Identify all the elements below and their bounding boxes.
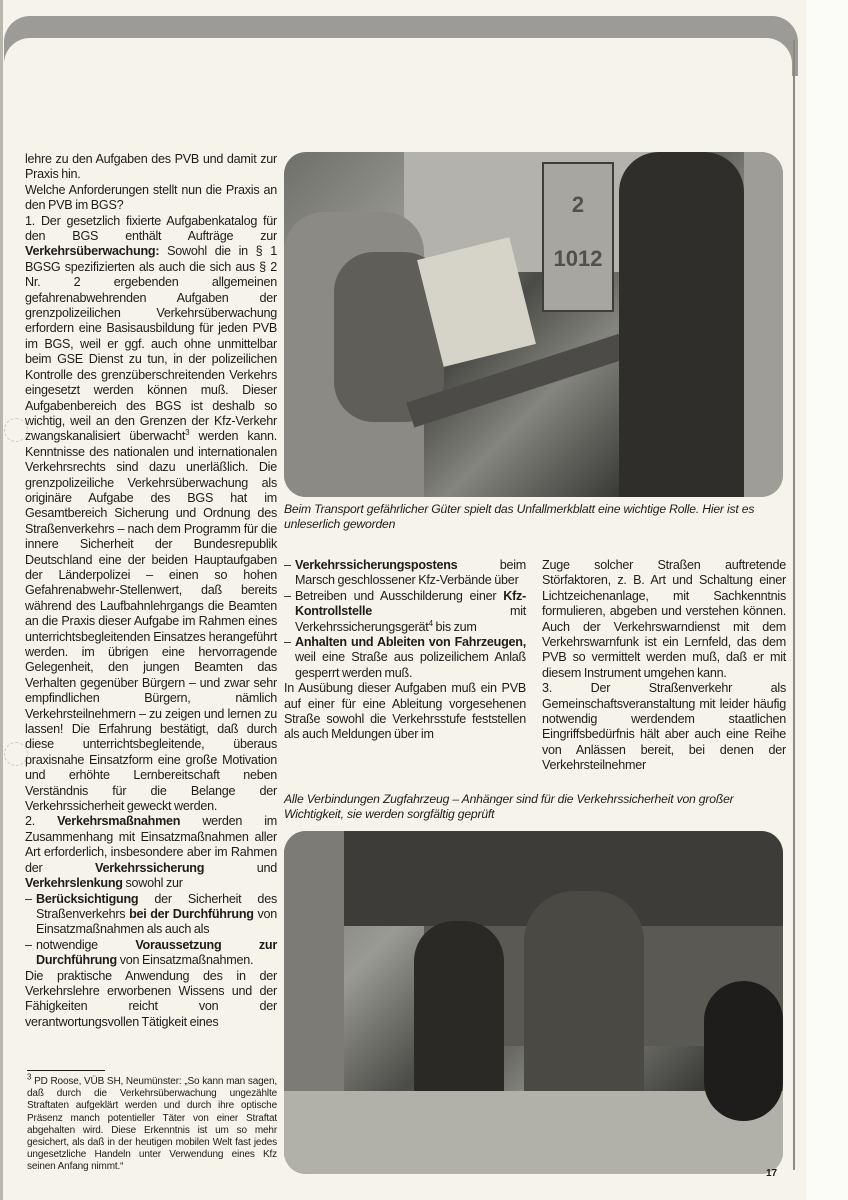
list-item: [284, 589, 526, 635]
footnote-text: PD Roose, VÜB SH, Neumünster: „So kann man sagen, daß durch die Verkehrsüberwachung ungezählte Straftaten aufgeklärt werden und durch ihre optische Präsenz manch potentieller Täter von einer Straftat abgehalten wird. Diese Erkenntnis ist um so mehr gesichert, als daß in der heutigen mobilen Welt fast jedes ungesetzliche Handeln unter Verwendung eines Kfz seinen Anfang nimmt.“: [27, 1076, 277, 1173]
text-run: 1. Der gesetzlich fixierte Aufgabenkatalog für den BGS enthält Aufträge zur: [25, 213, 277, 244]
paragraph: In Ausübung dieser Aufgaben muß ein PVB auf einer für eine Ableitung vorgesehenen Straße sowohl die Verkehrsstufe feststellen als auch Meldungen über im: [284, 681, 526, 742]
text-run: notwendige: [36, 937, 136, 952]
paragraph: Welche Anforderungen stellt nun die Praxis an den PVB im BGS?: [25, 182, 277, 213]
photo-caption: Beim Transport gefährlicher Güter spielt das Unfallmerkblatt eine wichtige Rolle. Hier ist es unleserlich geworden: [284, 502, 755, 531]
text-run: sowohl zur: [122, 876, 183, 891]
list-item: [25, 892, 277, 938]
page-margin-right: [806, 0, 848, 1200]
footnote-marker: 3: [27, 1072, 32, 1082]
officer-jacket: [619, 152, 744, 497]
bold-term: Verkehrslenkung: [25, 876, 123, 891]
list-item: [25, 938, 277, 969]
paragraph: lehre zu den Aufgaben des PVB und damit zur Praxis hin.: [25, 152, 277, 182]
list-item: [284, 558, 526, 589]
bold-term: Berücksichtigung: [36, 891, 139, 906]
text-column-1: [25, 152, 277, 1064]
ground: [284, 1091, 783, 1174]
text-run: der Sicherheit des Straßenverkehrs: [36, 891, 277, 921]
text-run: werden im Zusammenhang mit Einsatzmaßnahmen aller Art erforderlich, insbesondere aber im Rahmen der: [25, 814, 277, 875]
bold-term: bei der Durchführung: [129, 906, 254, 921]
text-run: Betreiben und Ausschilderung einer: [295, 588, 504, 603]
text-run: Sowohl die in § 1 BGSG spezifizierten als auch die sich aus § 2 Nr. 2 ergebenden allgemeinen gefahrenabwehrenden Aufgaben der grenzpolizeilichen Verkehrsüberwachung erfordern eine Basisausbildung für jeden PVB im BGS, weil er ggf. auch ohne unmittelbar beim GSE Dienst zu tun, in der polizeilichen Kontrolle des grenzüberschreitenden Verkehrs eingesetzt werden können muß. Dieser Aufgabenbereich des BGS ist deshalb so wichtig, weil an den Grenzen der Kfz-Verkehr zwangskanalisiert überwacht: [25, 244, 277, 444]
footnote-ref: 3: [185, 428, 190, 438]
text-run: werden kann. Kenntnisse des nationalen und internationalen Verkehrsrechts sind dazu unerläßlich. Die grenzpolizeiliche Verkehrsüberwachung als originäre Aufgabe des BGS hat im Gesamtbereich Sicherung und Ordnung des Straßenverkehrs – nach dem Programm für die innere Sicherheit der Bundesrepublik Deutschland eine der beiden Hauptaufgaben der Länderpolizei – einen so hohen Gefahrenabwehr-Stellenwert, daß bereits während des Laufbahnlehrgangs die Beamten an die Praxis dieser Aufgabe im Rahmen eines unterrichtsbegleitenden Einsatzes herangeführt werden. im übrigen eine hervorragende Gelegenheit, den jungen Beamten das Verhalten gegenüber Bürgern – und zwar sehr empfindlichen Bürgern, nämlich Verkehrsteilnehmern – zu zeigen und lernen zu lassen! Die Erfahrung bestätigt, daß durch diese unterrichtsbegleitende, überaus praxisnahe Einsatzform eine große Motivation und erhöhte Lernbereitschaft neben Verständnis für die Belange der Verkehrssicherheit geweckt werden.: [25, 429, 277, 814]
paragraph: 3. Der Straßenverkehr als Gemeinschaftsveranstaltung mit leider häufig notwendig werdendem staatlichen Eingriffsbedürfnis hält aber auch eine Reihe von Anlässen bereit, bei denen der Verkehrsteilnehmer: [542, 681, 786, 773]
paragraph: [25, 814, 277, 891]
text-run: von Einsatzmaßnahmen.: [116, 953, 254, 968]
bold-term: Verkehrsüberwachung:: [25, 244, 160, 259]
text-run: und: [204, 860, 277, 875]
bold-term: Kfz-Kontrollstelle: [295, 588, 526, 619]
text-run: von Einsatzmaßnahmen als auch als: [36, 906, 277, 937]
text-column-2: [284, 558, 526, 784]
text-run: bis zum: [432, 619, 477, 634]
page-number: 17: [766, 1168, 778, 1179]
text-run: weil eine Straße aus polizeilichem Anlaß gesperrt werden muß.: [295, 650, 526, 680]
text-column-3: [542, 558, 786, 784]
bold-term: Voraussetzung zur Durchführung: [36, 937, 277, 968]
text-run: beim Marsch geschlossener Kfz-Verbände über: [295, 558, 526, 588]
photo-hazmat-inspection: [284, 152, 783, 497]
text-run: 2.: [25, 814, 58, 829]
paragraph: Zuge solcher Straßen auftretende Störfaktoren, z. B. Art und Schaltung einer Lichtzeichenanlage, mit Sachkenntnis formulieren, abgeben und verstehen können. Auch der Verkehrswarndienst mit dem Verkehrswarnfunk ist ein Lernfeld, das dem PVB so vermittelt werden muß, daß er mit diesem Instrument umgehen kann.: [542, 558, 786, 680]
paragraph: [25, 214, 277, 815]
bold-term: Verkehrssicherung: [95, 860, 205, 875]
hazard-plate-top: 2: [571, 192, 585, 217]
bold-term: Verkehrsmaßnahmen: [57, 814, 181, 829]
truck-wheel: [704, 981, 783, 1121]
page-edge-left: [0, 0, 3, 1200]
photo-caption: Alle Verbindungen Zugfahrzeug – Anhänger sind für die Verkehrssicherheit von großer Wichtigkeit, sie werden sorgfältig geprüft: [284, 792, 734, 821]
hazard-plate: [542, 162, 614, 312]
footnote: [27, 1072, 277, 1174]
footnote-ref: 4: [428, 618, 433, 628]
bold-term: Verkehrssicherungspostens: [295, 558, 458, 572]
paragraph: Die praktische Anwendung des in der Verkehrslehre erworbenen Wissens und der Fähigkeiten reicht von der verantwortungsvollen Tätigkeit eines: [25, 968, 277, 1029]
page-border-rule: [793, 40, 795, 1170]
background-area: [744, 152, 783, 497]
vehicle-rear: [284, 831, 344, 1091]
bold-term: Anhalten und Ableiten von Fahrzeugen,: [295, 635, 526, 650]
photo-trailer-coupling-check: [284, 831, 783, 1174]
header-area: [4, 38, 792, 148]
footnote-rule: [27, 1070, 105, 1071]
text-run: mit Verkehrssicherungsgerät: [295, 604, 526, 634]
hazard-plate-bottom: 1012: [553, 246, 603, 271]
list-item: [284, 635, 526, 681]
